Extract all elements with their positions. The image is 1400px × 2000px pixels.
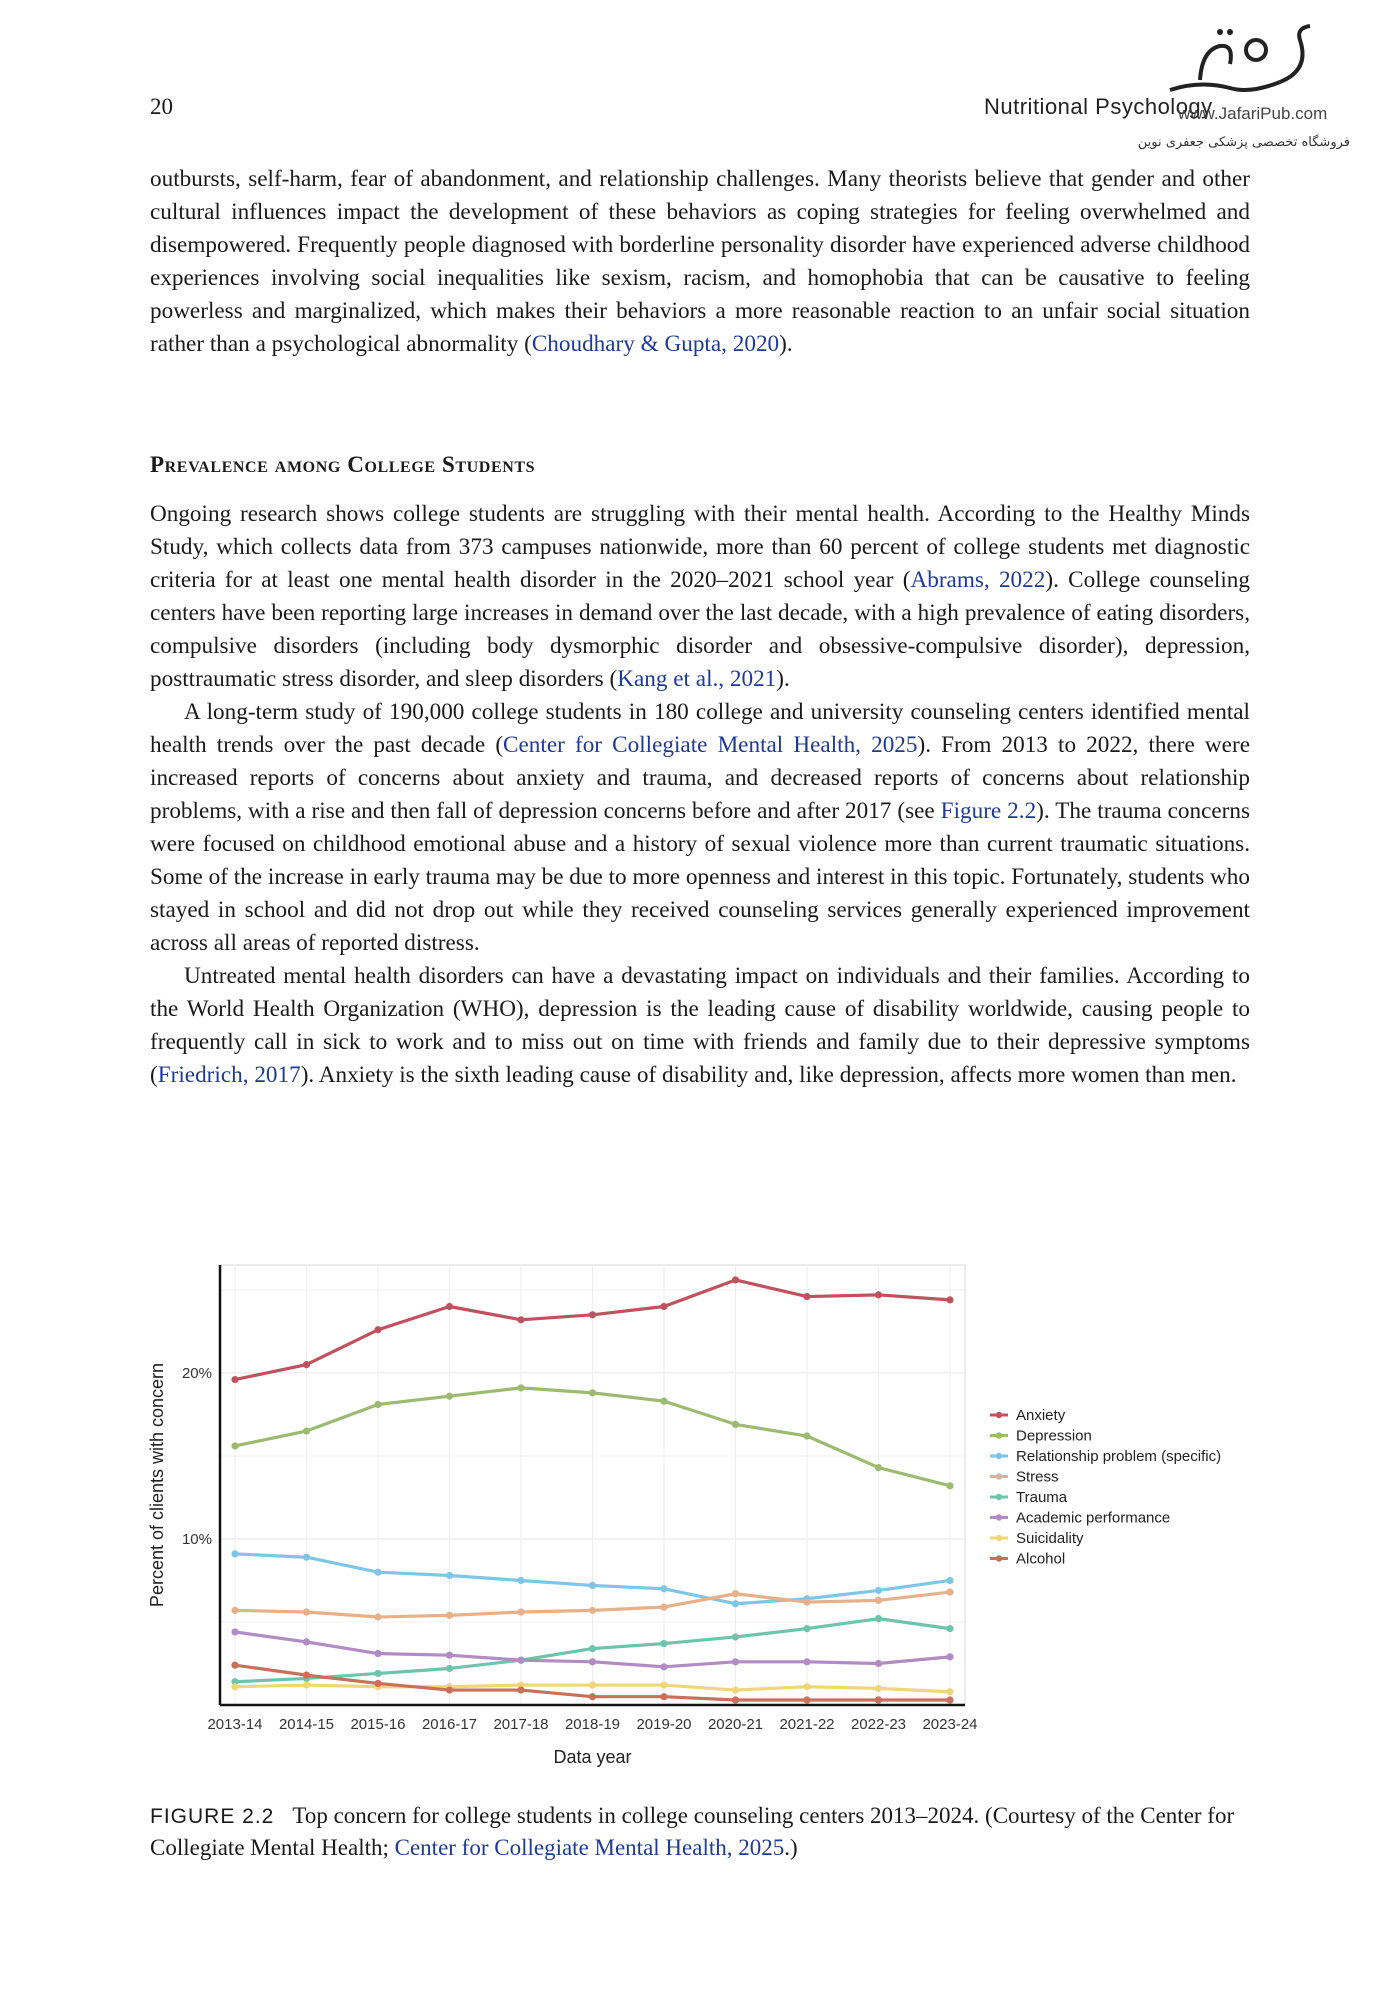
data-point-depression bbox=[446, 1393, 453, 1400]
x-tick-label: 2013-14 bbox=[207, 1716, 263, 1733]
x-tick-label: 2015-16 bbox=[350, 1716, 406, 1733]
data-point-anxiety bbox=[446, 1303, 453, 1310]
figure-2-2 bbox=[145, 1255, 1265, 1775]
legend-swatch-dot bbox=[996, 1453, 1002, 1459]
data-point-relationship-problem-specific bbox=[517, 1577, 524, 1584]
data-point-alcohol bbox=[589, 1693, 596, 1700]
data-point-suicidality bbox=[303, 1681, 310, 1688]
figure-caption: FIGURE 2.2 Top concern for college students in college counseling centers 2013–2024. (Courtesy of the Center for Collegiate Mental Health; Center for Collegiate Mental Health, 2025.) bbox=[150, 1803, 1235, 1860]
data-point-academic-performance bbox=[517, 1657, 524, 1664]
data-point-academic-performance bbox=[446, 1652, 453, 1659]
data-point-trauma bbox=[660, 1640, 667, 1647]
section-heading: Prevalence among College Students bbox=[150, 452, 536, 477]
line-chart bbox=[145, 1255, 1265, 1775]
data-point-alcohol bbox=[446, 1686, 453, 1693]
data-point-relationship-problem-specific bbox=[732, 1600, 739, 1607]
legend-swatch-dot bbox=[996, 1555, 1002, 1561]
watermark-logo-icon bbox=[1160, 20, 1338, 100]
data-point-alcohol bbox=[803, 1696, 810, 1703]
data-point-trauma bbox=[732, 1633, 739, 1640]
data-point-stress bbox=[231, 1607, 238, 1614]
paragraph-3: A long-term study of 190,000 college students in 180 college and university counseling centers identified mental health trends over the past decade (Center for Collegiate Mental Health, 2025). From 2013 to 2022, there were increased reports of concerns about anxiety and trauma, and decreased reports of concerns about relationship problems, with a rise and then fall of depression concerns before and after 2017 (see Figure 2.2). The trauma concerns were focused on childhood emotional abuse and a history of sexual violence more than current traumatic situations. Some of the increase in early trauma may be due to more openness and interest in this topic. Fortunately, students who stayed in school and did not drop out while they received counseling services generally experienced improvement across all areas of reported distress. bbox=[150, 699, 1251, 956]
data-point-academic-performance bbox=[374, 1650, 381, 1657]
data-point-anxiety bbox=[589, 1311, 596, 1318]
legend-swatch-dot bbox=[996, 1494, 1002, 1500]
data-point-relationship-problem-specific bbox=[446, 1572, 453, 1579]
legend-label: Suicidality bbox=[1016, 1530, 1084, 1547]
data-point-academic-performance bbox=[946, 1653, 953, 1660]
data-point-academic-performance bbox=[875, 1660, 882, 1667]
data-point-relationship-problem-specific bbox=[946, 1577, 953, 1584]
data-point-relationship-problem-specific bbox=[660, 1585, 667, 1592]
data-point-depression bbox=[303, 1427, 310, 1434]
data-point-anxiety bbox=[732, 1276, 739, 1283]
data-point-depression bbox=[517, 1384, 524, 1391]
data-point-stress bbox=[374, 1613, 381, 1620]
legend-label: Alcohol bbox=[1016, 1550, 1066, 1568]
data-point-alcohol bbox=[231, 1662, 238, 1669]
data-point-depression bbox=[875, 1464, 882, 1471]
data-point-depression bbox=[803, 1432, 810, 1439]
data-point-relationship-problem-specific bbox=[875, 1587, 882, 1594]
data-point-stress bbox=[303, 1608, 310, 1615]
x-tick-label: 2018-19 bbox=[564, 1716, 621, 1733]
data-point-depression bbox=[231, 1442, 238, 1449]
data-point-anxiety bbox=[374, 1326, 381, 1333]
data-point-alcohol bbox=[303, 1672, 310, 1679]
data-point-depression bbox=[589, 1389, 596, 1396]
data-point-stress bbox=[732, 1590, 739, 1597]
data-point-academic-performance bbox=[589, 1658, 596, 1665]
citation-link[interactable]: Abrams, 2022 bbox=[910, 567, 1046, 593]
data-point-relationship-problem-specific bbox=[374, 1569, 381, 1576]
legend-swatch-dot bbox=[996, 1514, 1002, 1520]
data-point-stress bbox=[946, 1588, 953, 1595]
legend-label: Anxiety bbox=[1016, 1407, 1066, 1424]
data-point-stress bbox=[517, 1608, 524, 1615]
data-point-anxiety bbox=[660, 1303, 667, 1310]
data-point-trauma bbox=[446, 1665, 453, 1672]
legend-label: Stress bbox=[1016, 1468, 1059, 1486]
data-point-relationship-problem-specific bbox=[589, 1582, 596, 1589]
x-tick-label: 2020-21 bbox=[707, 1716, 764, 1733]
data-point-academic-performance bbox=[303, 1638, 310, 1645]
data-point-trauma bbox=[875, 1615, 882, 1622]
x-axis-label: Data year bbox=[553, 1747, 632, 1767]
data-point-stress bbox=[660, 1603, 667, 1610]
data-point-anxiety bbox=[231, 1376, 238, 1383]
data-point-trauma bbox=[803, 1625, 810, 1632]
x-tick-label: 2019-20 bbox=[636, 1716, 692, 1733]
data-point-suicidality bbox=[732, 1686, 739, 1693]
data-point-stress bbox=[446, 1612, 453, 1619]
data-point-anxiety bbox=[803, 1293, 810, 1300]
data-point-depression bbox=[374, 1401, 381, 1408]
data-point-suicidality bbox=[875, 1685, 882, 1692]
legend-swatch-dot bbox=[996, 1535, 1002, 1541]
x-tick-label: 2014-15 bbox=[278, 1716, 335, 1733]
citation-link[interactable]: Friedrich, 2017 bbox=[157, 1062, 301, 1088]
data-point-suicidality bbox=[946, 1688, 953, 1695]
x-tick-label: 2021-22 bbox=[779, 1716, 835, 1733]
legend-label: Depression bbox=[1016, 1427, 1092, 1445]
data-point-stress bbox=[875, 1597, 882, 1604]
y-axis-label: Percent of clients with concern bbox=[147, 1362, 167, 1608]
data-point-anxiety bbox=[517, 1316, 524, 1323]
legend-label: Academic performance bbox=[1016, 1509, 1171, 1527]
data-point-academic-performance bbox=[231, 1628, 238, 1635]
data-point-academic-performance bbox=[732, 1658, 739, 1665]
x-tick-label: 2022-23 bbox=[850, 1716, 907, 1733]
page-number: 20 bbox=[150, 94, 173, 119]
x-tick-label: 2016-17 bbox=[421, 1716, 478, 1733]
watermark-persian-text: فروشگاه تخصصی پزشکی جعفری نوین bbox=[1137, 135, 1350, 150]
y-tick-label: 10% bbox=[181, 1530, 212, 1548]
data-point-trauma bbox=[374, 1670, 381, 1677]
data-point-academic-performance bbox=[803, 1658, 810, 1665]
data-point-anxiety bbox=[875, 1291, 882, 1298]
figure-label: FIGURE 2.2 bbox=[150, 1805, 275, 1828]
running-head: Nutritional Psychology bbox=[984, 94, 1213, 119]
citation-link[interactable]: Center for Collegiate Mental Health, 2025 bbox=[394, 1835, 785, 1860]
data-point-alcohol bbox=[374, 1680, 381, 1687]
data-point-anxiety bbox=[946, 1296, 953, 1303]
data-point-suicidality bbox=[803, 1683, 810, 1690]
data-point-academic-performance bbox=[660, 1663, 667, 1670]
data-point-alcohol bbox=[732, 1696, 739, 1703]
data-point-relationship-problem-specific bbox=[231, 1550, 238, 1557]
watermark-url: www.JafariPub.com bbox=[1178, 104, 1328, 123]
data-point-trauma bbox=[946, 1625, 953, 1632]
data-point-trauma bbox=[589, 1645, 596, 1652]
x-tick-label: 2023-24 bbox=[922, 1716, 978, 1733]
data-point-suicidality bbox=[589, 1681, 596, 1688]
legend-swatch-dot bbox=[996, 1412, 1002, 1418]
data-point-depression bbox=[660, 1398, 667, 1405]
body-text-main bbox=[150, 498, 1250, 1092]
data-point-stress bbox=[589, 1607, 596, 1614]
body-text-top bbox=[150, 163, 1250, 361]
y-tick-label: 20% bbox=[181, 1364, 212, 1382]
data-point-alcohol bbox=[875, 1696, 882, 1703]
legend-label: Relationship problem (specific) bbox=[1016, 1448, 1222, 1465]
citation-link[interactable]: Kang et al., 2021 bbox=[617, 666, 777, 692]
paragraph-1: outbursts, self-harm, fear of abandonment, and relationship challenges. Many theorists believe that gender and other cultural influences impact the development of these behaviors as coping strategies for feeling overwhelmed and disempowered. Frequently people diagnosed with borderline personality disorder have experienced adverse childhood experiences involving social inequalities like sexism, racism, and homophobia that can be causative to feeling powerless and marginalized, which makes their behaviors a more reasonable reaction to an unfair social situation rather than a psychological abnormality (Choudhary & Gupta, 2020). bbox=[150, 166, 1250, 357]
citation-link[interactable]: Choudhary & Gupta, 2020 bbox=[531, 331, 780, 357]
x-tick-label: 2017-18 bbox=[493, 1716, 549, 1733]
data-point-depression bbox=[946, 1482, 953, 1489]
legend-label: Trauma bbox=[1016, 1489, 1068, 1506]
data-point-alcohol bbox=[660, 1693, 667, 1700]
paragraph-2: Ongoing research shows college students are struggling with their mental health. According to the Healthy Minds Study, which collects data from 373 campuses nationwide, more than 60 percent of college students met diagnostic criteria for at least one mental health disorder in the 2020–2021 school year (Abrams, 2022). College counseling centers have been reporting large increases in demand over the last decade, with a high prevalence of eating disorders, compulsive disorders (including body dysmorphic disorder and obsessive-compulsive disorder), depression, posttraumatic stress disorder, and sleep disorders (Kang et al., 2021). bbox=[150, 501, 1250, 692]
figure-reference-link[interactable]: Figure 2.2 bbox=[940, 798, 1037, 824]
legend-swatch-dot bbox=[996, 1432, 1002, 1438]
data-point-relationship-problem-specific bbox=[303, 1554, 310, 1561]
citation-link[interactable]: Center for Collegiate Mental Health, 2025 bbox=[503, 732, 918, 758]
data-point-stress bbox=[803, 1598, 810, 1605]
data-point-alcohol bbox=[517, 1686, 524, 1693]
data-point-suicidality bbox=[660, 1681, 667, 1688]
paragraph-4: Untreated mental health disorders can have a devastating impact on individuals and their families. According to the World Health Organization (WHO), depression is the leading cause of disability worldwide, causing people to frequently call in sick to work and to miss out on time with friends and family due to their depressive symptoms (Friedrich, 2017). Anxiety is the sixth leading cause of disability and, like depression, affects more women than men. bbox=[150, 963, 1250, 1088]
data-point-depression bbox=[732, 1421, 739, 1428]
data-point-anxiety bbox=[303, 1361, 310, 1368]
legend-swatch-dot bbox=[996, 1473, 1002, 1479]
data-point-suicidality bbox=[231, 1683, 238, 1690]
data-point-alcohol bbox=[946, 1696, 953, 1703]
